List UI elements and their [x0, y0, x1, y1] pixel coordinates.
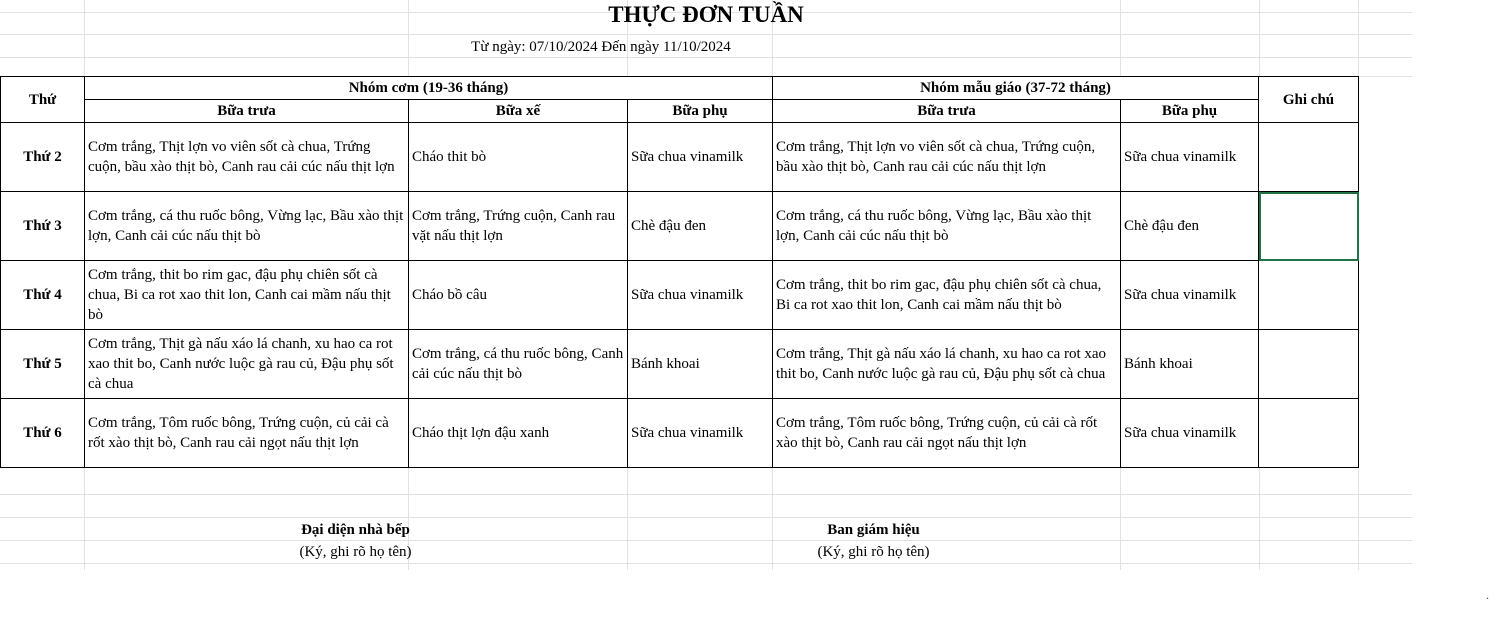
date-range: Từ ngày: 07/10/2024 Đến ngày 11/10/2024 — [471, 39, 731, 55]
header-com-snack[interactable]: Bữa phụ — [628, 100, 773, 123]
mg-lunch-cell[interactable]: Cơm trắng, thit bo rim gac, đậu phụ chiên sốt cà chua, Bi ca rot xao thit lon, Canh cai mầm nấu thịt bò — [773, 261, 1121, 330]
note-cell[interactable] — [1259, 261, 1359, 330]
mg-snack-cell[interactable]: Sữa chua vinamilk — [1121, 261, 1259, 330]
day-cell[interactable]: Thứ 5 — [1, 330, 85, 399]
com-snack-cell[interactable]: Chè đậu đen — [628, 192, 773, 261]
header-row-groups — [1, 77, 1359, 100]
com-snack-cell[interactable]: Sữa chua vinamilk — [628, 399, 773, 468]
mg-snack-cell[interactable]: Bánh khoai — [1121, 330, 1259, 399]
header-row-meals — [1, 100, 1359, 123]
day-cell[interactable]: Thứ 3 — [1, 192, 85, 261]
mg-lunch-cell[interactable]: Cơm trắng, Thịt lợn vo viên sốt cà chua, Trứng cuộn, bầu xào thịt bò, Canh rau cải cúc nấu thịt lợn — [773, 123, 1121, 192]
com-afternoon-cell[interactable]: Cháo bồ câu — [409, 261, 628, 330]
day-cell[interactable]: Thứ 4 — [1, 261, 85, 330]
table-row — [1, 399, 1359, 468]
kitchen-signature-block — [84, 519, 627, 563]
header-group-mau-giao[interactable]: Nhóm mẫu giáo (37-72 tháng) — [773, 77, 1259, 100]
com-lunch-cell[interactable]: Cơm trắng, Thịt lợn vo viên sốt cà chua, Trứng cuộn, bầu xào thịt bò, Canh rau cải cúc nấu thịt lợn — [85, 123, 409, 192]
com-lunch-cell[interactable]: Cơm trắng, Tôm ruốc bông, Trứng cuộn, củ cải cà rốt xào thịt bò, Canh rau cải ngọt nấu thịt lợn — [85, 399, 409, 468]
board-sign-hint: (Ký, ghi rõ họ tên) — [817, 544, 930, 560]
header-com-lunch[interactable]: Bữa trưa — [85, 100, 409, 123]
corner-mark: . — [1486, 588, 1489, 602]
header-note[interactable]: Ghi chú — [1259, 77, 1359, 123]
note-cell[interactable] — [1259, 330, 1359, 399]
note-cell-selected[interactable] — [1259, 192, 1359, 261]
com-lunch-cell[interactable]: Cơm trắng, cá thu ruốc bông, Vừng lạc, Bầu xào thịt lợn, Canh cải cúc nấu thịt bò — [85, 192, 409, 261]
mg-snack-cell[interactable]: Sữa chua vinamilk — [1121, 123, 1259, 192]
board-signature-block — [627, 519, 1120, 563]
page-title: THỰC ĐƠN TUẦN — [608, 2, 804, 27]
mg-snack-cell[interactable]: Chè đậu đen — [1121, 192, 1259, 261]
mg-lunch-cell[interactable]: Cơm trắng, cá thu ruốc bông, Vừng lạc, Bầu xào thịt lợn, Canh cải cúc nấu thịt bò — [773, 192, 1121, 261]
com-lunch-cell[interactable]: Cơm trắng, Thịt gà nấu xáo lá chanh, xu hao ca rot xao thit bo, Canh nước luộc gà rau củ, Đậu phụ sốt cà chua — [85, 330, 409, 399]
table-row — [1, 192, 1359, 261]
header-group-com[interactable]: Nhóm cơm (19-36 tháng) — [85, 77, 773, 100]
com-afternoon-cell[interactable]: Cơm trắng, cá thu ruốc bông, Canh cải cúc nấu thịt bò — [409, 330, 628, 399]
kitchen-role: Đại diện nhà bếp — [301, 522, 410, 538]
header-mg-snack[interactable]: Bữa phụ — [1121, 100, 1259, 123]
com-afternoon-cell[interactable]: Cơm trắng, Trứng cuộn, Canh rau vặt nấu thịt lợn — [409, 192, 628, 261]
com-snack-cell[interactable]: Sữa chua vinamilk — [628, 123, 773, 192]
com-afternoon-cell[interactable]: Cháo thịt lợn đậu xanh — [409, 399, 628, 468]
mg-lunch-cell[interactable]: Cơm trắng, Thịt gà nấu xáo lá chanh, xu hao ca rot xao thit bo, Canh nước luộc gà rau củ, Đậu phụ sốt cà chua — [773, 330, 1121, 399]
table-row — [1, 330, 1359, 399]
day-cell[interactable]: Thứ 2 — [1, 123, 85, 192]
com-afternoon-cell[interactable]: Cháo thit bò — [409, 123, 628, 192]
weekly-menu-table — [0, 76, 1359, 468]
com-lunch-cell[interactable]: Cơm trắng, thit bo rim gac, đậu phụ chiên sốt cà chua, Bi ca rot xao thit lon, Canh cai mầm nấu thịt bò — [85, 261, 409, 330]
header-mg-lunch[interactable]: Bữa trưa — [773, 100, 1121, 123]
header-com-afternoon[interactable]: Bữa xế — [409, 100, 628, 123]
board-role: Ban giám hiệu — [827, 522, 920, 538]
mg-snack-cell[interactable]: Sữa chua vinamilk — [1121, 399, 1259, 468]
header-day[interactable]: Thứ — [1, 77, 85, 123]
com-snack-cell[interactable]: Sữa chua vinamilk — [628, 261, 773, 330]
day-cell[interactable]: Thứ 6 — [1, 399, 85, 468]
table-row — [1, 123, 1359, 192]
mg-lunch-cell[interactable]: Cơm trắng, Tôm ruốc bông, Trứng cuộn, củ cải cà rốt xào thịt bò, Canh rau cải ngọt nấu thịt lợn — [773, 399, 1121, 468]
com-snack-cell[interactable]: Bánh khoai — [628, 330, 773, 399]
table-row — [1, 261, 1359, 330]
kitchen-sign-hint: (Ký, ghi rõ họ tên) — [299, 544, 412, 560]
note-cell[interactable] — [1259, 123, 1359, 192]
note-cell[interactable] — [1259, 399, 1359, 468]
